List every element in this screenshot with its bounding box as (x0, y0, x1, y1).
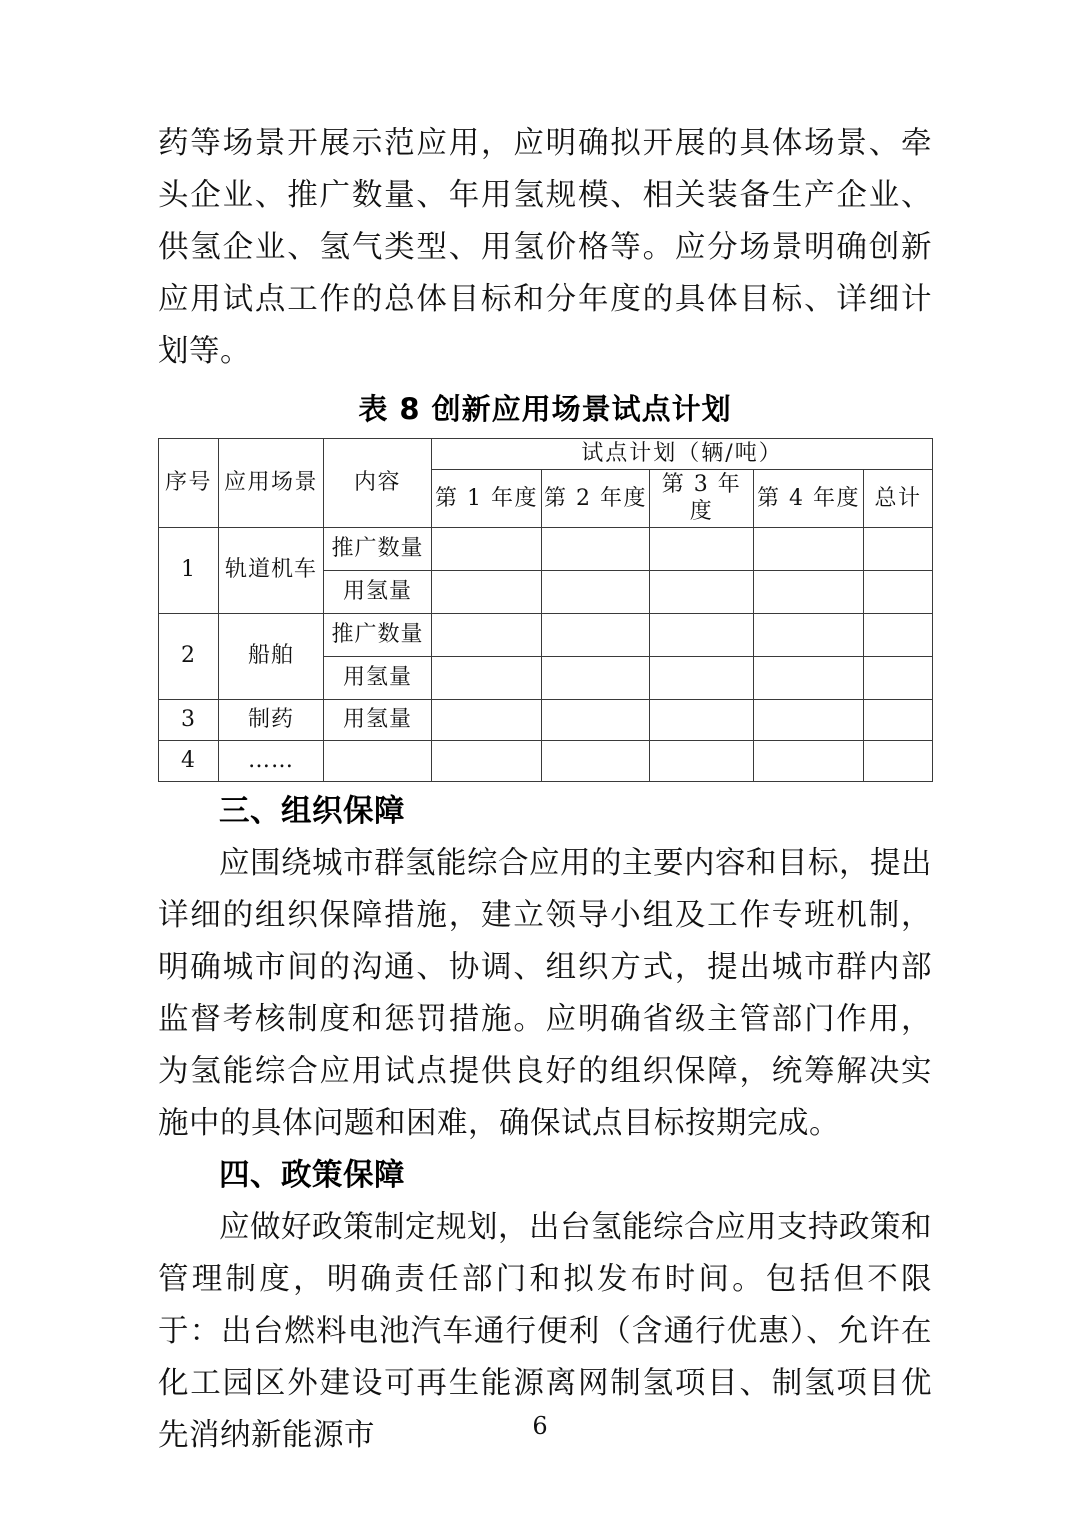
table-cell-year4 (754, 614, 864, 657)
table-header-plan-group: 试点计划（辆/吨） (432, 439, 933, 470)
table-cell-year4 (754, 571, 864, 614)
table-cell-content: 用氢量 (324, 571, 432, 614)
table-header-year4: 第 4 年度 (754, 470, 864, 528)
table-cell-year3 (650, 741, 754, 782)
table-cell-content: 用氢量 (324, 700, 432, 741)
paragraph-continuation: 药等场景开展示范应用，应明确拟开展的具体场景、牵头企业、推广数量、年用氢规模、相关装备生产企业、供氢企业、氢气类型、用氢价格等。应分场景明确创新应用试点工作的总体目标和分年度的具体目标、详细计划等。 (158, 126, 932, 369)
table-header-scene: 应用场景 (219, 439, 324, 528)
table-cell-year3 (650, 528, 754, 571)
table-header-year2: 第 2 年度 (542, 470, 650, 528)
table-caption: 表 8 创新应用场景试点计划 (358, 392, 732, 426)
table-cell-total (864, 700, 933, 741)
table-cell-year1 (432, 657, 542, 700)
table-header-content: 内容 (324, 439, 432, 528)
table-cell-year2 (542, 657, 650, 700)
table-cell-year2 (542, 528, 650, 571)
table-cell-year2 (542, 700, 650, 741)
table-cell-seq: 2 (159, 614, 219, 700)
table-cell-year3 (650, 657, 754, 700)
table-cell-year1 (432, 528, 542, 571)
table-cell-seq: 3 (159, 700, 219, 741)
section-heading-organization: 三、组织保障 (219, 794, 405, 830)
table-cell-content: 用氢量 (324, 657, 432, 700)
table-row (159, 700, 933, 741)
table-cell-content: 推广数量 (324, 614, 432, 657)
table-cell-seq: 1 (159, 528, 219, 614)
table-cell-year4 (754, 528, 864, 571)
table-row (159, 614, 933, 657)
table-cell-year4 (754, 700, 864, 741)
table-cell-total (864, 571, 933, 614)
table-header-total: 总计 (864, 470, 933, 528)
table-cell-year1 (432, 741, 542, 782)
paragraph-policy: 应做好政策制定规划，出台氢能综合应用支持政策和管理制度，明确责任部门和拟发布时间。包括但不限于：出台燃料电池汽车通行便利（含通行优惠）、允许在化工园区外建设可再生能源离网制氢项目、制氢项目优先消纳新能源市 (158, 1210, 932, 1454)
pilot-plan-table (158, 438, 933, 782)
table-header-seq: 序号 (159, 439, 219, 528)
table-header-year1: 第 1 年度 (432, 470, 542, 528)
table-cell-total (864, 614, 933, 657)
table-cell-year4 (754, 657, 864, 700)
table-header-year3: 第 3 年度 (650, 470, 754, 528)
table-cell-year4 (754, 741, 864, 782)
table-cell-year3 (650, 571, 754, 614)
table-cell-year1 (432, 614, 542, 657)
table-row (159, 528, 933, 571)
table-cell-year2 (542, 741, 650, 782)
table-cell-total (864, 528, 933, 571)
section-heading-policy: 四、政策保障 (219, 1158, 405, 1194)
table-row (159, 741, 933, 782)
table-cell-year2 (542, 571, 650, 614)
table-cell-total (864, 741, 933, 782)
table-cell-seq: 4 (159, 741, 219, 782)
table-header-row-top (159, 439, 933, 470)
page-number: 6 (532, 1412, 548, 1440)
table-cell-content (324, 741, 432, 782)
page-content (158, 118, 932, 1462)
table-cell-year2 (542, 614, 650, 657)
table-cell-scene: …… (219, 741, 324, 782)
table-cell-scene: 制药 (219, 700, 324, 741)
table-cell-total (864, 657, 933, 700)
table-cell-content: 推广数量 (324, 528, 432, 571)
paragraph-organization: 应围绕城市群氢能综合应用的主要内容和目标，提出详细的组织保障措施，建立领导小组及工作专班机制，明确城市间的沟通、协调、组织方式，提出城市群内部监督考核制度和惩罚措施。应明确省级主管部门作用，为氢能综合应用试点提供良好的组织保障，统筹解决实施中的具体问题和困难，确保试点目标按期完成。 (158, 846, 932, 1142)
table-cell-year1 (432, 700, 542, 741)
table-cell-year3 (650, 614, 754, 657)
table-cell-scene: 轨道机车 (219, 528, 324, 614)
table-cell-year3 (650, 700, 754, 741)
table-cell-scene: 船舶 (219, 614, 324, 700)
table-cell-year1 (432, 571, 542, 614)
